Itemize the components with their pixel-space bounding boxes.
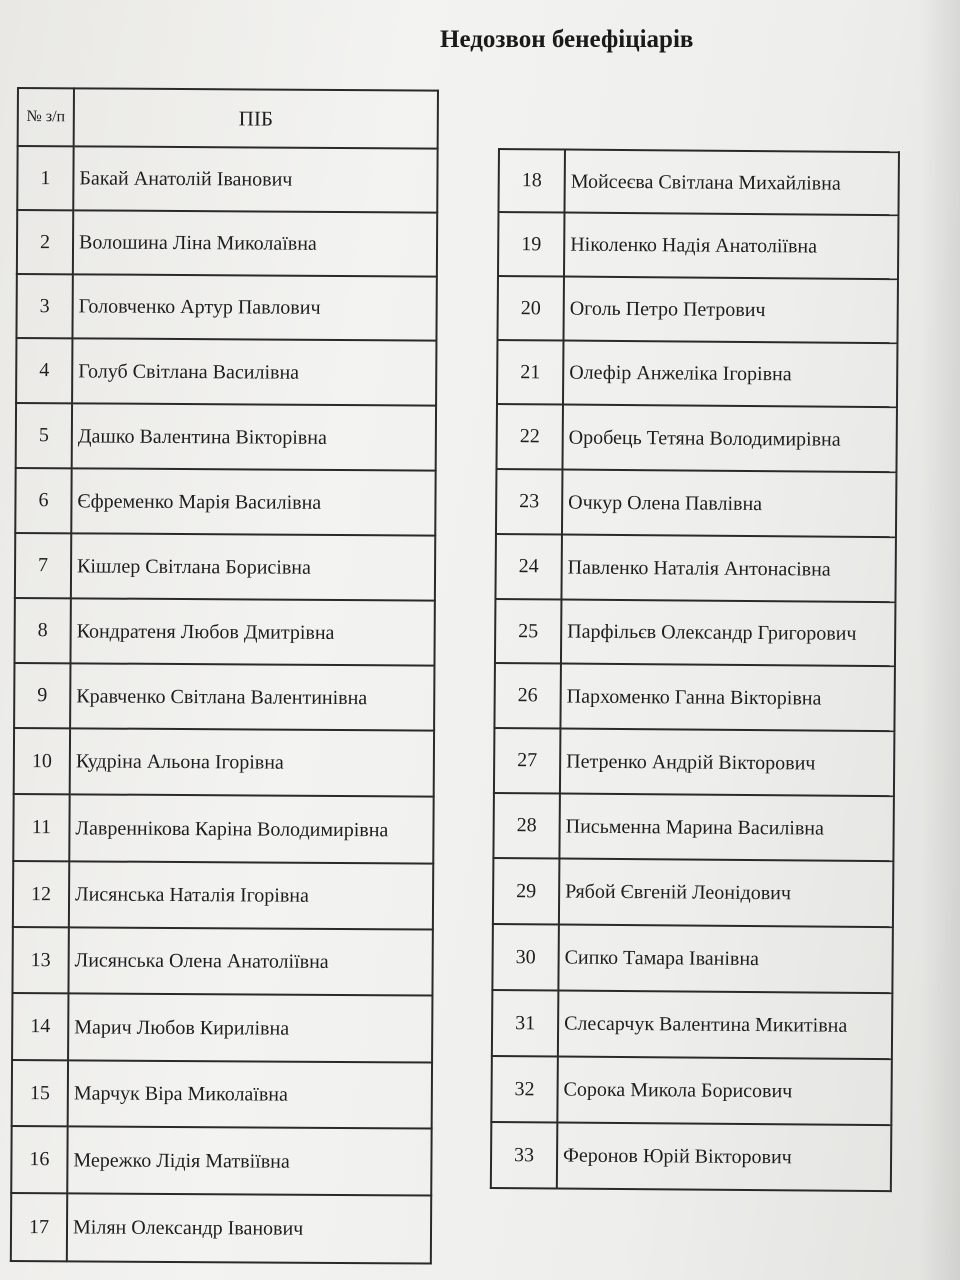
row-number: 26 — [494, 663, 561, 729]
row-full-name: Олефір Анжеліка Ігорівна — [563, 341, 897, 408]
table-row — [497, 340, 897, 407]
row-full-name: Кравченко Світлана Валентинівна — [70, 663, 434, 730]
row-full-name: Феронов Юрій Вікторович — [557, 1122, 892, 1191]
row-full-name: Петренко Андрій Вікторович — [560, 729, 895, 797]
row-full-name: Лисянська Наталія Ігорівна — [69, 861, 433, 929]
header-number: № з/п — [18, 88, 74, 146]
table-row — [494, 728, 894, 796]
row-number: 22 — [496, 404, 563, 470]
row-full-name: Очкур Олена Павлівна — [562, 470, 897, 538]
table-row — [16, 274, 436, 341]
row-number: 1 — [17, 146, 73, 210]
row-number: 14 — [12, 993, 68, 1060]
row-full-name: Оголь Петро Петрович — [563, 277, 897, 344]
table-row — [12, 993, 432, 1063]
row-number: 12 — [13, 861, 69, 927]
table-row — [14, 728, 434, 797]
row-number: 19 — [498, 212, 565, 277]
row-number: 28 — [493, 793, 560, 859]
table-row — [491, 1122, 892, 1191]
row-full-name: Сипко Тамара Іванівна — [558, 925, 893, 994]
row-number: 4 — [16, 338, 72, 403]
table-row — [14, 598, 434, 666]
table-row — [495, 599, 895, 666]
row-full-name: Бакай Анатолій Іванович — [73, 146, 437, 212]
row-number: 18 — [498, 149, 564, 213]
row-number: 25 — [495, 599, 562, 664]
row-full-name: Єфременко Марія Василівна — [71, 468, 435, 535]
table-row — [12, 1060, 432, 1129]
row-full-name: Голуб Світлана Василівна — [72, 338, 436, 405]
row-number: 15 — [12, 1060, 68, 1126]
paper-shadow — [920, 0, 960, 1280]
row-number: 2 — [17, 210, 73, 274]
header-name: ПІБ — [74, 88, 438, 148]
document-title: Недозвон бенефіціарів — [440, 26, 694, 53]
table-row — [15, 533, 435, 601]
table-row — [11, 1126, 431, 1196]
row-full-name: Кудріна Альона Ігорівна — [70, 728, 434, 796]
row-full-name: Марчук Віра Миколаївна — [68, 1060, 432, 1128]
row-full-name: Павленко Наталія Антонасівна — [561, 535, 896, 603]
row-full-name: Кішлер Світлана Борисівна — [71, 533, 435, 600]
row-number: 31 — [492, 990, 559, 1057]
row-number: 5 — [16, 403, 72, 468]
row-number: 27 — [494, 728, 561, 794]
row-number: 3 — [16, 274, 72, 338]
row-full-name: Сорока Микола Борисович — [557, 1056, 892, 1125]
row-full-name: Мілян Олександр Іванович — [67, 1193, 431, 1263]
table-row — [13, 794, 433, 864]
row-full-name: Пархоменко Ганна Вікторівна — [560, 664, 895, 732]
row-number: 32 — [491, 1056, 558, 1123]
table-row — [496, 404, 896, 472]
row-number: 21 — [497, 340, 564, 405]
row-number: 20 — [497, 276, 564, 341]
row-full-name: Дашко Валентина Вікторівна — [72, 403, 436, 470]
table-row — [498, 212, 898, 279]
table-row — [13, 861, 433, 930]
row-number: 8 — [14, 598, 70, 663]
row-full-name: Парфільєв Олександр Григорович — [561, 600, 895, 667]
table-row — [491, 1056, 892, 1125]
table-row — [493, 793, 893, 861]
table-row — [17, 146, 437, 213]
row-number: 13 — [12, 927, 68, 993]
row-full-name: Мойсеєва Світлана Михайлівна — [564, 150, 898, 216]
table-row — [15, 468, 435, 536]
row-number: 30 — [492, 924, 559, 991]
row-full-name: Ніколенко Надія Анатоліївна — [564, 213, 898, 280]
table-row — [16, 338, 436, 406]
row-number: 17 — [11, 1193, 67, 1261]
row-full-name: Лавреннікова Каріна Володимирівна — [69, 794, 433, 863]
table-row — [16, 403, 436, 471]
row-number: 11 — [13, 794, 69, 861]
row-full-name: Кондратеня Любов Дмитрівна — [70, 598, 434, 665]
row-number: 33 — [491, 1122, 558, 1189]
table-row — [12, 927, 432, 996]
row-number: 16 — [11, 1126, 67, 1193]
table-row — [492, 990, 893, 1059]
beneficiaries-table-right — [490, 148, 900, 1192]
right-table-body — [491, 149, 899, 1191]
row-full-name: Марич Любов Кирилівна — [68, 993, 432, 1062]
table-row — [11, 1193, 431, 1264]
row-full-name: Мережко Лідія Матвіївна — [67, 1126, 431, 1195]
table-row — [495, 534, 895, 602]
row-number: 7 — [15, 533, 71, 598]
table-row — [492, 924, 893, 993]
table-row — [498, 149, 898, 215]
row-full-name: Оробець Тетяна Володимирівна — [562, 405, 897, 473]
row-number: 6 — [15, 468, 71, 533]
table-row — [493, 858, 894, 927]
table-header-row — [18, 88, 438, 149]
row-number: 9 — [14, 663, 70, 728]
row-number: 10 — [14, 728, 70, 794]
row-number: 23 — [496, 469, 563, 535]
row-full-name: Лисянська Олена Анатоліївна — [68, 927, 432, 995]
row-full-name: Письменна Марина Василівна — [559, 794, 894, 862]
table-row — [494, 663, 894, 731]
beneficiaries-table-left — [10, 87, 439, 1265]
row-full-name: Головченко Артур Павлович — [72, 274, 436, 340]
left-table-body — [11, 146, 438, 1264]
row-full-name: Волошина Ліна Миколаївна — [73, 210, 437, 276]
row-full-name: Рябой Євгеній Леонідович — [559, 859, 894, 928]
row-number: 29 — [493, 858, 560, 925]
table-row — [496, 469, 896, 537]
row-full-name: Слесарчук Валентина Микитівна — [558, 991, 893, 1060]
table-row — [17, 210, 437, 277]
table-row — [497, 276, 897, 343]
row-number: 24 — [495, 534, 562, 600]
table-row — [14, 663, 434, 731]
